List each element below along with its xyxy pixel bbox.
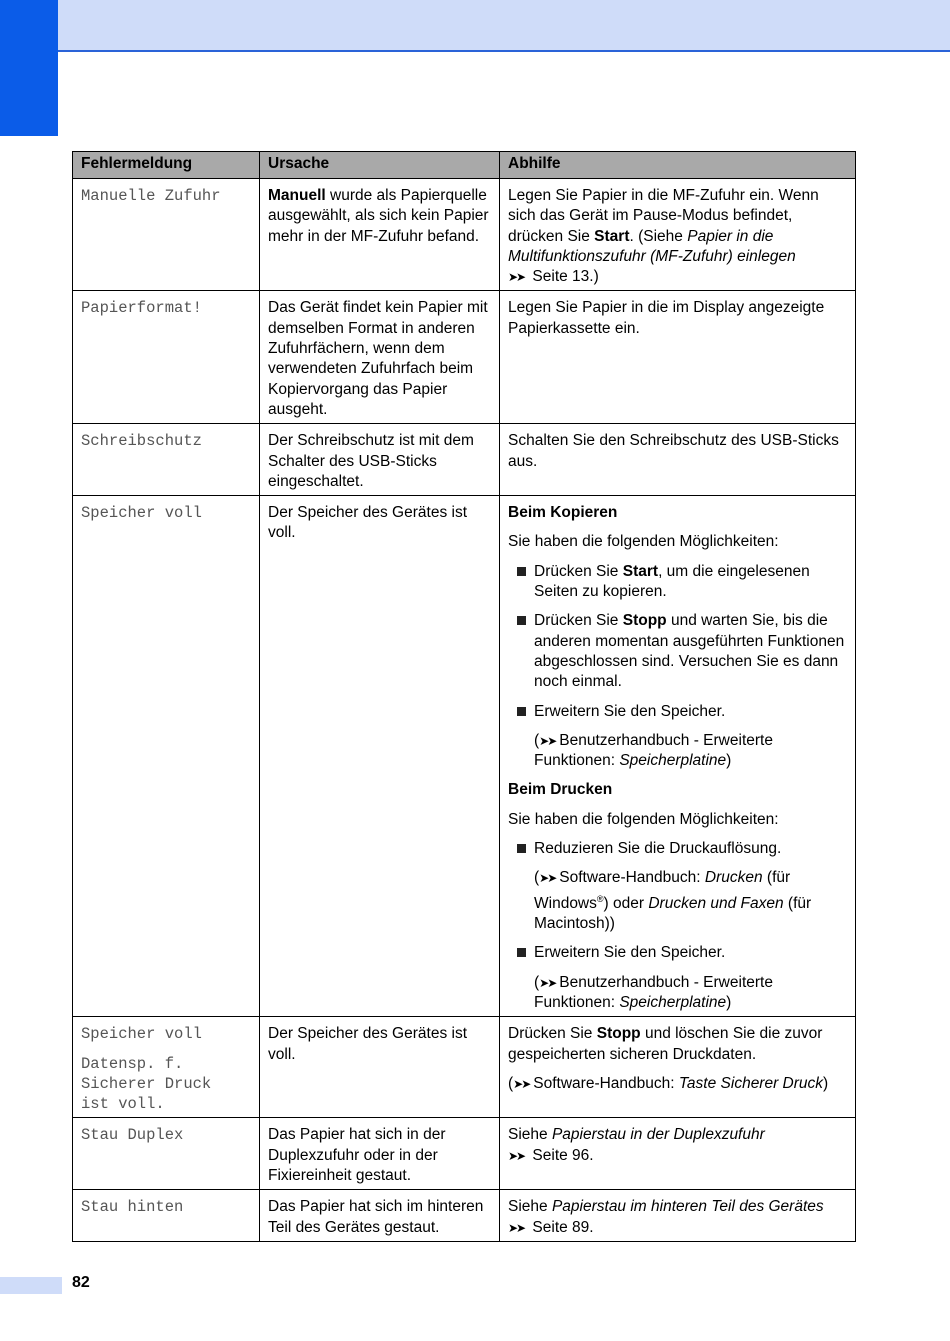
reference-text: Software-Handbuch: — [533, 1074, 679, 1092]
copy-heading: Beim Kopieren — [508, 504, 618, 522]
remedy-cell: Schalten Sie den Schreibschutz des USB-Sticks aus. — [500, 424, 856, 496]
list-text: Drücken Sie — [534, 562, 623, 580]
reference-italic: Papierstau im hinteren Teil des Gerätes — [551, 1198, 824, 1216]
header-remedy: Abhilfe — [500, 152, 856, 179]
copy-intro: Sie haben die folgenden Möglichkeiten: — [508, 533, 779, 551]
cause-cell: Das Gerät findet kein Papier mit demselben Format in anderen Zufuhrfächern, wenn dem verwendeten Zufuhrfach beim Kopiervorgang das Papier ausgeht. — [260, 291, 500, 424]
list-item — [534, 562, 847, 603]
error-cell: Papierformat! — [73, 291, 260, 424]
list-item — [534, 611, 847, 692]
remedy-text: Siehe — [508, 1198, 552, 1216]
table-row — [73, 291, 856, 424]
error-line: Speicher voll — [81, 1025, 202, 1044]
double-arrow-icon: ➤➤ — [539, 871, 556, 886]
cause-cell: Das Papier hat sich im hinteren Teil des Gerätes gestaut. — [260, 1190, 500, 1242]
table-header-row — [73, 152, 856, 179]
reference-text: (für Macintosh)) — [534, 894, 812, 933]
table-row — [73, 424, 856, 496]
bold-text: Stopp — [596, 1025, 641, 1043]
copy-options-list — [508, 562, 847, 772]
error-message-table — [72, 151, 856, 1242]
double-arrow-icon: ➤➤ — [513, 1076, 530, 1091]
double-arrow-icon: ➤➤ — [508, 1220, 525, 1235]
error-cell: Schreibschutz — [73, 424, 260, 496]
remedy-cell — [500, 179, 856, 291]
list-item: Erweitern Sie den Speicher. — [534, 943, 847, 963]
remedy-text: . (Siehe — [629, 227, 688, 245]
cause-cell — [260, 179, 500, 291]
error-line: Datensp. f. — [81, 1054, 184, 1073]
page-number-band — [0, 1277, 62, 1294]
reference-italic: Speicherplatine — [619, 752, 727, 770]
remedy-cell — [500, 1118, 856, 1190]
print-heading: Beim Drucken — [508, 781, 613, 799]
table-row — [73, 496, 856, 1017]
remedy-cell — [500, 496, 856, 1017]
page-reference: Seite 89. — [528, 1218, 594, 1236]
remedy-text: Siehe — [508, 1126, 552, 1144]
remedy-paragraph — [508, 1024, 847, 1065]
list-item: Erweitern Sie den Speicher. — [534, 702, 847, 722]
remedy-text: Drücken Sie — [508, 1025, 597, 1043]
bold-text: Stopp — [622, 612, 667, 630]
error-cell: Stau hinten — [73, 1190, 260, 1242]
cause-cell: Der Schreibschutz ist mit dem Schalter des USB-Sticks eingeschaltet. — [260, 424, 500, 496]
page-reference: Seite 13.) — [528, 268, 599, 286]
double-arrow-icon: ➤➤ — [508, 1148, 525, 1163]
reference-italic: Drucken — [704, 869, 763, 887]
table-row — [73, 1190, 856, 1242]
reference-note: (➤➤ Software-Handbuch: Drucken (für Windows®) oder Drucken und Faxen (für Macintosh)) — [534, 869, 812, 933]
table-row — [73, 1017, 856, 1118]
cause-cell: Der Speicher des Gerätes ist voll. — [260, 496, 500, 1017]
table-row — [73, 1118, 856, 1190]
error-line: ist voll. — [81, 1095, 165, 1114]
header-error: Fehlermeldung — [73, 152, 260, 179]
reference-text: Benutzerhandbuch - Erweiterte Funktionen: — [534, 731, 773, 770]
double-arrow-icon: ➤➤ — [539, 975, 556, 990]
chapter-tab — [0, 0, 58, 136]
list-text: Drücken Sie — [534, 612, 623, 630]
remedy-cell — [500, 1190, 856, 1242]
remedy-text: und löschen Sie die zuvor gespeicherten sicheren Druckdaten. — [508, 1025, 823, 1063]
error-cell — [73, 1017, 260, 1118]
reference-note: (➤➤ Software-Handbuch: Taste Sicherer Druck) — [508, 1074, 847, 1094]
reference-italic: Papierstau in der Duplexzufuhr — [551, 1126, 765, 1144]
reference-text: ) oder — [603, 894, 649, 912]
cause-cell: Das Papier hat sich in der Duplexzufuhr oder in der Fixiereinheit gestaut. — [260, 1118, 500, 1190]
remedy-cell — [500, 1017, 856, 1118]
reference-note: (➤➤ Benutzerhandbuch - Erweiterte Funktionen: Speicherplatine) — [534, 973, 773, 1011]
double-arrow-icon: ➤➤ — [539, 733, 556, 748]
list-text: und warten Sie, bis die anderen momentan ausgeführten Funktionen abgeschlossen sind. Versuchen Sie es dann noch einmal. — [534, 612, 845, 691]
print-options-list — [508, 839, 847, 1013]
header-cause: Ursache — [260, 152, 500, 179]
registered-mark: ® — [596, 893, 604, 904]
cause-text: wurde als Papierquelle ausgewählt, als sich kein Papier mehr in der MF-Zufuhr befand. — [268, 187, 489, 245]
bold-text: Manuell — [268, 187, 326, 204]
page-number: 82 — [72, 1274, 90, 1291]
error-cell: Manuelle Zufuhr — [73, 179, 260, 291]
reference-text: (für Windows — [534, 869, 791, 912]
list-item: Reduzieren Sie die Druckauflösung. — [534, 839, 847, 859]
reference-text: Benutzerhandbuch - Erweiterte Funktionen: — [534, 973, 773, 1011]
reference-italic: Drucken und Faxen — [648, 894, 784, 912]
print-intro: Sie haben die folgenden Möglichkeiten: — [508, 810, 779, 828]
remedy-cell: Legen Sie Papier in die im Display angezeigte Papierkassette ein. — [500, 291, 856, 424]
reference-text: Software-Handbuch: — [559, 869, 705, 887]
remedy-text: Legen Sie Papier in die MF-Zufuhr ein. Wenn sich das Gerät im Pause-Modus befindet, drücken Sie — [508, 187, 819, 245]
reference-link-text: Papier in die Multifunktionszufuhr (MF-Zufuhr) einlegen — [508, 227, 796, 265]
reference-italic: Taste Sicherer Druck — [678, 1074, 824, 1092]
bold-text: Start — [622, 562, 659, 580]
header-band — [0, 0, 950, 52]
error-line: Sicherer Druck — [81, 1074, 212, 1093]
reference-note: (➤➤ Benutzerhandbuch - Erweiterte Funktionen: Speicherplatine) — [534, 731, 773, 770]
error-cell: Speicher voll — [73, 496, 260, 1017]
reference-italic: Speicherplatine — [619, 993, 727, 1011]
bold-text: Start — [594, 227, 630, 245]
list-text: , um die eingelesenen Seiten zu kopieren. — [534, 562, 810, 601]
error-cell: Stau Duplex — [73, 1118, 260, 1190]
table-row — [73, 179, 856, 291]
page-reference: Seite 96. — [528, 1146, 594, 1164]
double-arrow-icon: ➤➤ — [508, 270, 525, 285]
cause-cell: Der Speicher des Gerätes ist voll. — [260, 1017, 500, 1118]
